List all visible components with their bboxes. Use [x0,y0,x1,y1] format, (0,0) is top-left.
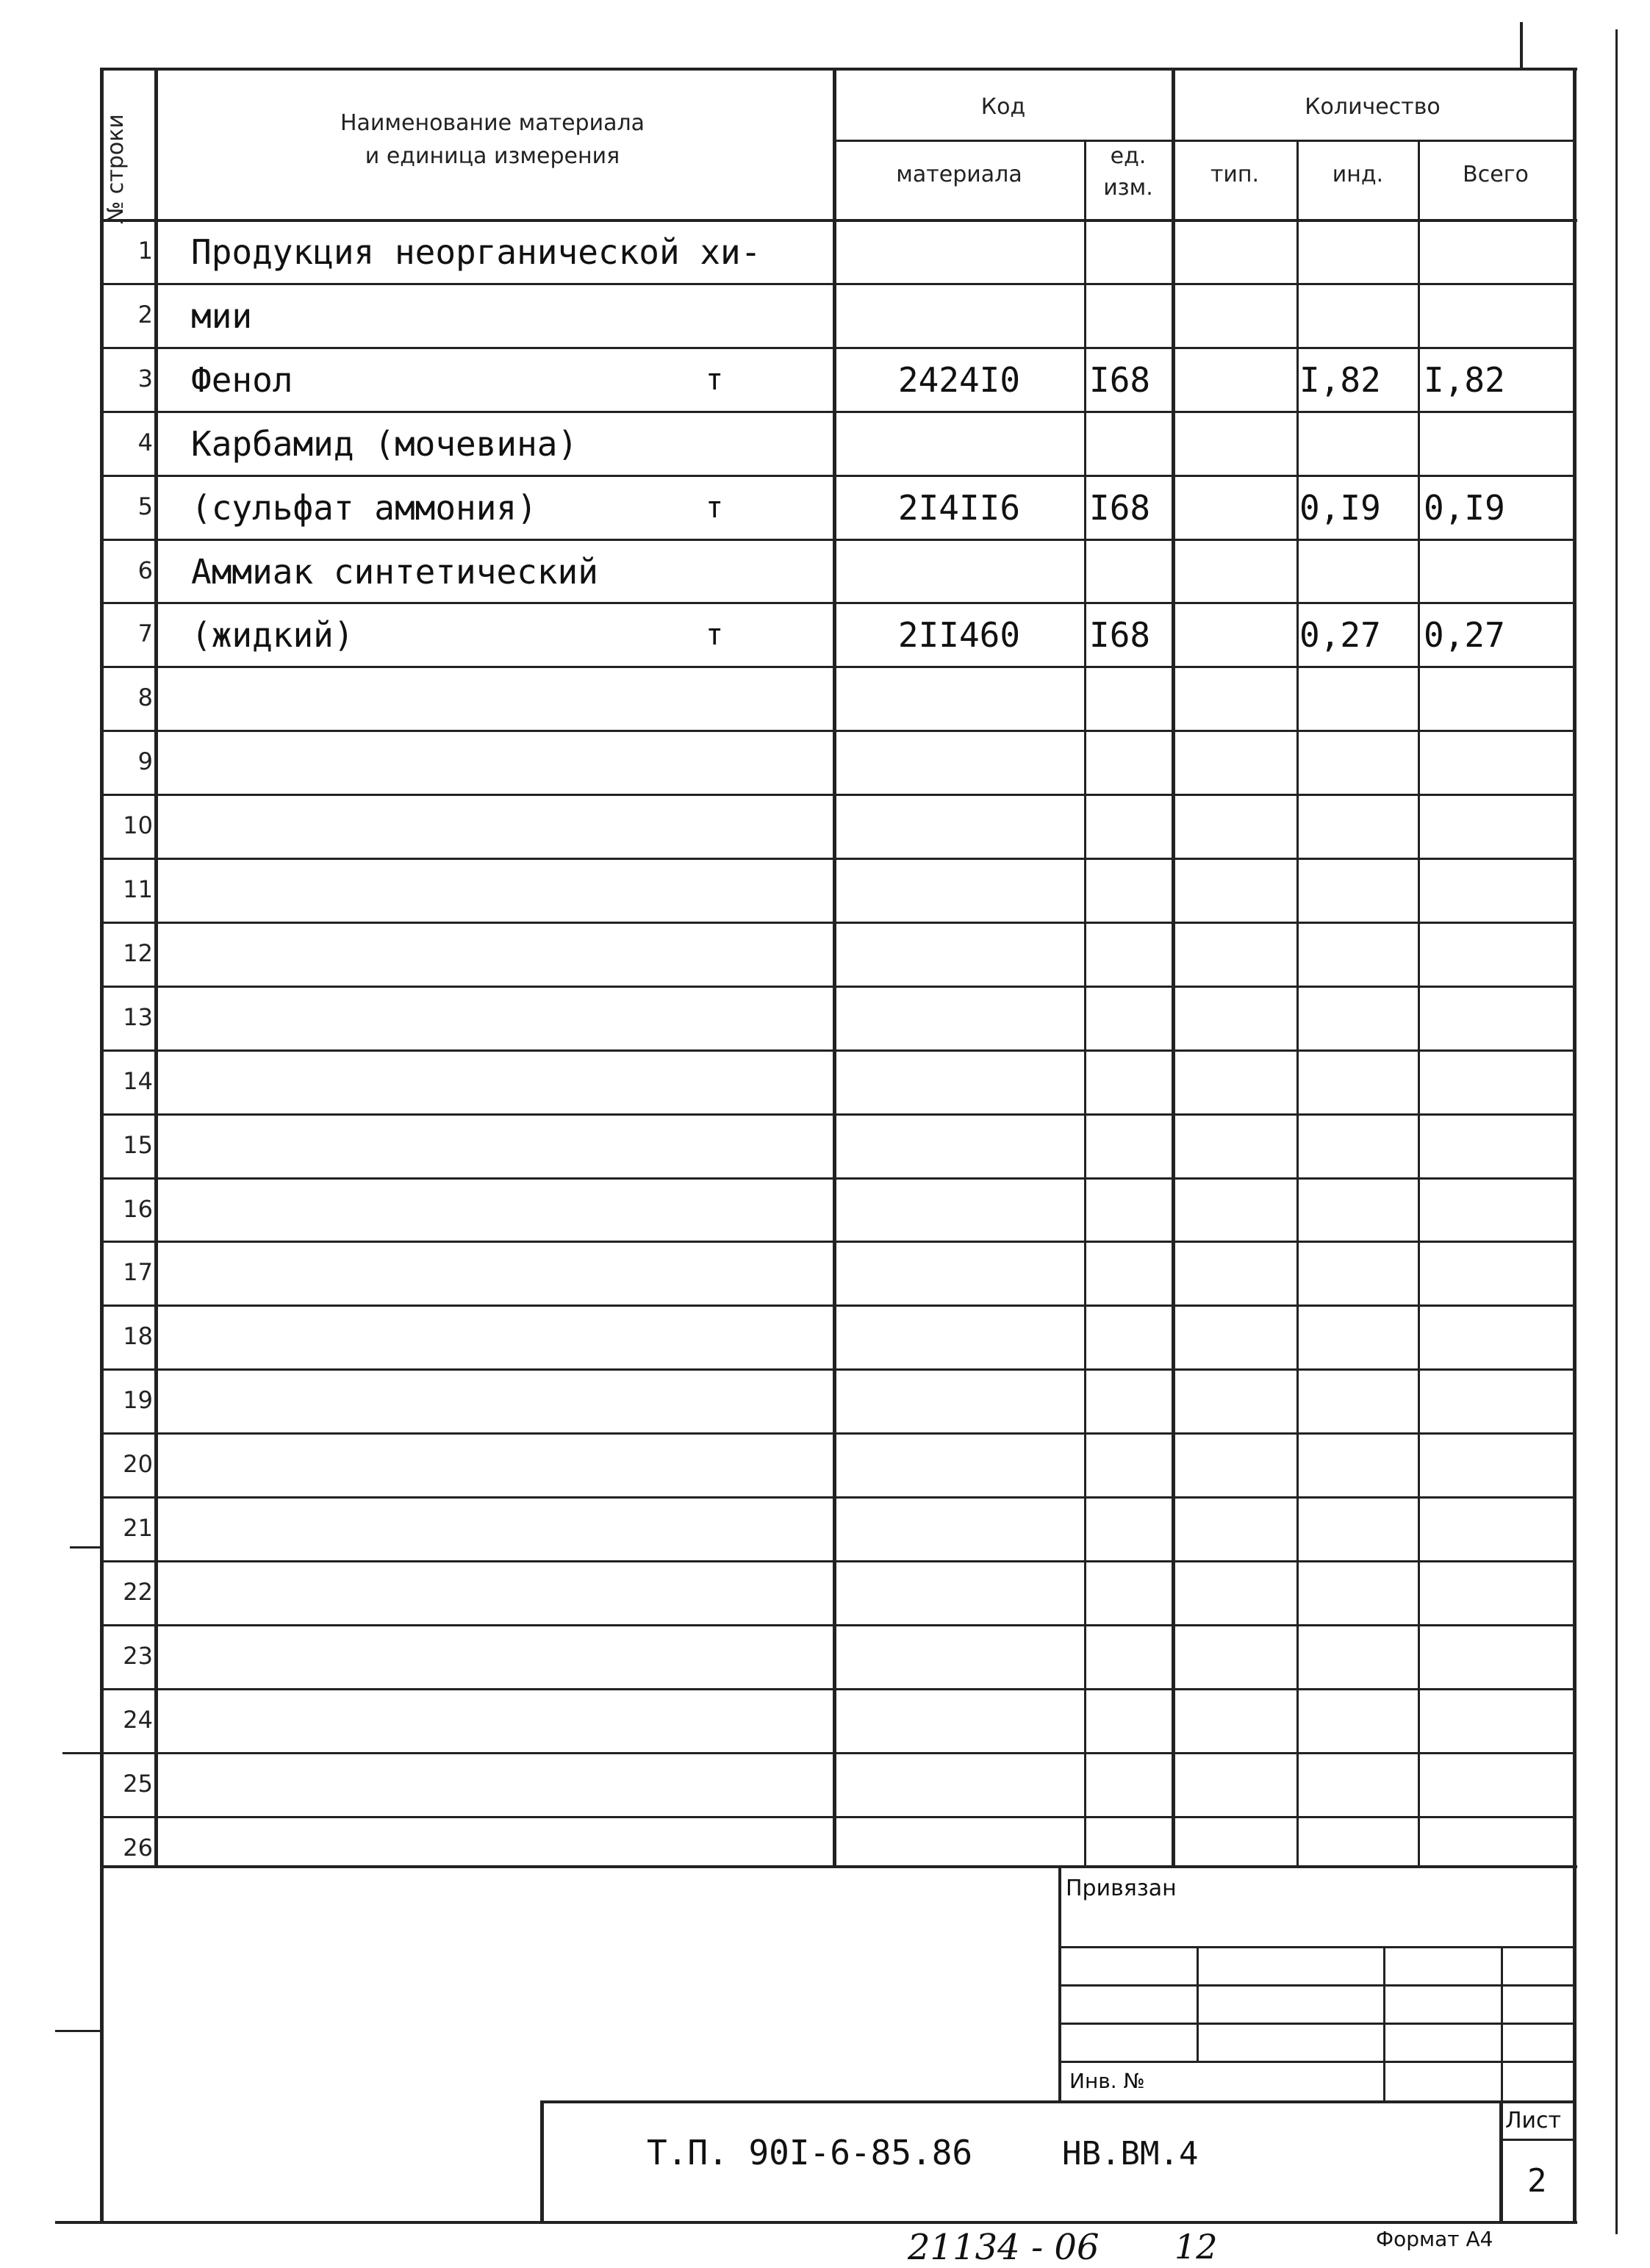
row-number: 23 [123,1641,153,1670]
qty-total: I,82 [1424,359,1505,400]
inv-label: Инв. № [1069,2069,1145,2093]
code-unit-header-line1: ед. [1110,143,1147,169]
row-divider [101,347,1573,349]
unit-code: I68 [1089,615,1151,656]
stamp-top-border [101,1865,1577,1868]
sheet-label: Лист [1505,2108,1562,2134]
qty-total-header: Всего [1463,162,1529,187]
row-divider [101,794,1573,796]
qty-total: 0,I9 [1424,487,1505,528]
stamp-row-2 [1058,1984,1573,1987]
row-divider [101,283,1573,285]
qty-ind-header: инд. [1332,162,1384,187]
row-divider [101,1816,1573,1818]
header-sub-divider [834,140,1573,142]
row-divider [101,1624,1573,1626]
row-divider [101,1496,1573,1499]
quantity-header: Количество [1305,94,1441,120]
row-divider [101,1113,1573,1116]
code-qty-divider [1172,68,1175,1865]
row-divider [101,922,1573,924]
page-right-margin-line [1615,29,1618,2234]
row-number: 22 [123,1577,153,1606]
row-divider [101,666,1573,668]
row-divider [101,1177,1573,1180]
row-number: 3 [137,364,153,392]
margin-tick-3 [55,2030,103,2032]
row-divider [101,539,1573,541]
row-divider [101,411,1573,413]
typ-ind-divider [1296,140,1299,1865]
material-name: Продукция неорганической хи- [191,232,761,272]
row-number: 14 [123,1066,153,1095]
row-number: 4 [137,428,153,456]
material-unit: т [706,490,724,525]
row-number: 21 [123,1514,153,1542]
stamp-row-3 [1058,2023,1573,2025]
handwritten-page: 12 [1174,2227,1218,2267]
material-name: Карбамид (мочевина) [191,423,578,464]
qty-ind: 0,I9 [1299,487,1381,528]
unit-code: I68 [1089,487,1151,528]
sheet-box-divider [1499,2139,1573,2141]
page-top-corner-line [1520,22,1523,68]
row-number: 8 [137,683,153,712]
row-number: 6 [137,556,153,584]
material-name: (сульфат аммония) [191,487,537,528]
right-border [1573,68,1577,2222]
row-number: 9 [137,747,153,776]
doc-code: НВ.ВМ.4 [1062,2135,1199,2172]
code-unit-header-line2: изм. [1103,175,1153,201]
bound-label: Привязан [1066,1876,1177,1901]
row-divider [101,730,1573,732]
row-number: 5 [137,492,153,520]
row-number: 1 [137,237,153,265]
material-name: мии [191,295,253,336]
qty-total: 0,27 [1424,615,1505,656]
margin-tick-2 [62,1752,103,1754]
row-divider [101,475,1573,477]
name-header-line1: Наименование материала [340,110,645,136]
sheet-number: 2 [1527,2162,1547,2200]
material-code: 2I4II6 [897,487,1021,528]
material-code: 2424I0 [897,359,1021,400]
page-bottom-line [55,2221,1577,2224]
material-name: Фенол [191,359,293,400]
table-top-border [101,68,1577,71]
unit-code: I68 [1089,359,1151,400]
row-number: 12 [123,939,153,967]
name-code-divider [833,68,836,1865]
row-divider [101,1305,1573,1307]
row-divider [101,602,1573,604]
row-number: 7 [137,620,153,648]
row-number: 19 [123,1386,153,1415]
row-number: 11 [123,875,153,903]
name-header-line2: и единица измерения [365,143,620,169]
margin-tick-1 [70,1546,103,1549]
row-number: 18 [123,1322,153,1351]
row-number: 17 [123,1258,153,1287]
ind-total-divider [1418,140,1420,1865]
rownum-divider [154,68,158,1865]
stamp-bound-left [1058,1865,1061,2100]
handwritten-number: 21134 - 06 [908,2227,1100,2268]
code-header: Код [980,94,1026,120]
qty-ind: 0,27 [1299,615,1381,656]
row-divider [101,1432,1573,1435]
row-divider [101,986,1573,988]
row-number: 15 [123,1130,153,1159]
stamp-col-2 [1383,1946,1385,2100]
row-divider [101,1049,1573,1052]
row-number: 24 [123,1705,153,1734]
title-block-top [540,2100,1573,2103]
header-bottom-border [101,219,1577,222]
format-label: Формат А4 [1376,2227,1493,2251]
code-material-header: материала [896,162,1022,187]
material-code: 2II460 [897,615,1021,656]
row-divider [101,1560,1573,1562]
row-number: 10 [123,811,153,840]
qty-ind: I,82 [1299,359,1381,400]
row-divider [101,1368,1573,1371]
stamp-col-1 [1197,1946,1199,2061]
material-unit: т [706,362,724,397]
material-unit: т [706,618,724,653]
row-divider [101,1752,1573,1754]
material-name: (жидкий) [191,615,354,656]
material-name: Аммиак синтетический [191,551,598,592]
row-number: 2 [137,300,153,329]
designation: Т.П. 90I-6-85.86 [647,2133,973,2172]
rownum-header: № строки [103,114,129,224]
row-number: 20 [123,1450,153,1479]
stamp-col-3 [1501,1946,1503,2100]
material-unit-divider [1084,140,1086,1865]
row-divider [101,1241,1573,1243]
stamp-row-4 [1058,2061,1573,2063]
row-divider [101,858,1573,860]
row-number: 25 [123,1769,153,1798]
stamp-row-1 [1058,1946,1573,1948]
row-number: 26 [123,1833,153,1862]
row-divider [101,1688,1573,1690]
row-number: 13 [123,1002,153,1031]
title-block-left [540,2100,544,2222]
sheet-box-left [1499,2100,1503,2222]
qty-typ-header: тип. [1210,162,1260,187]
row-number: 16 [123,1194,153,1223]
